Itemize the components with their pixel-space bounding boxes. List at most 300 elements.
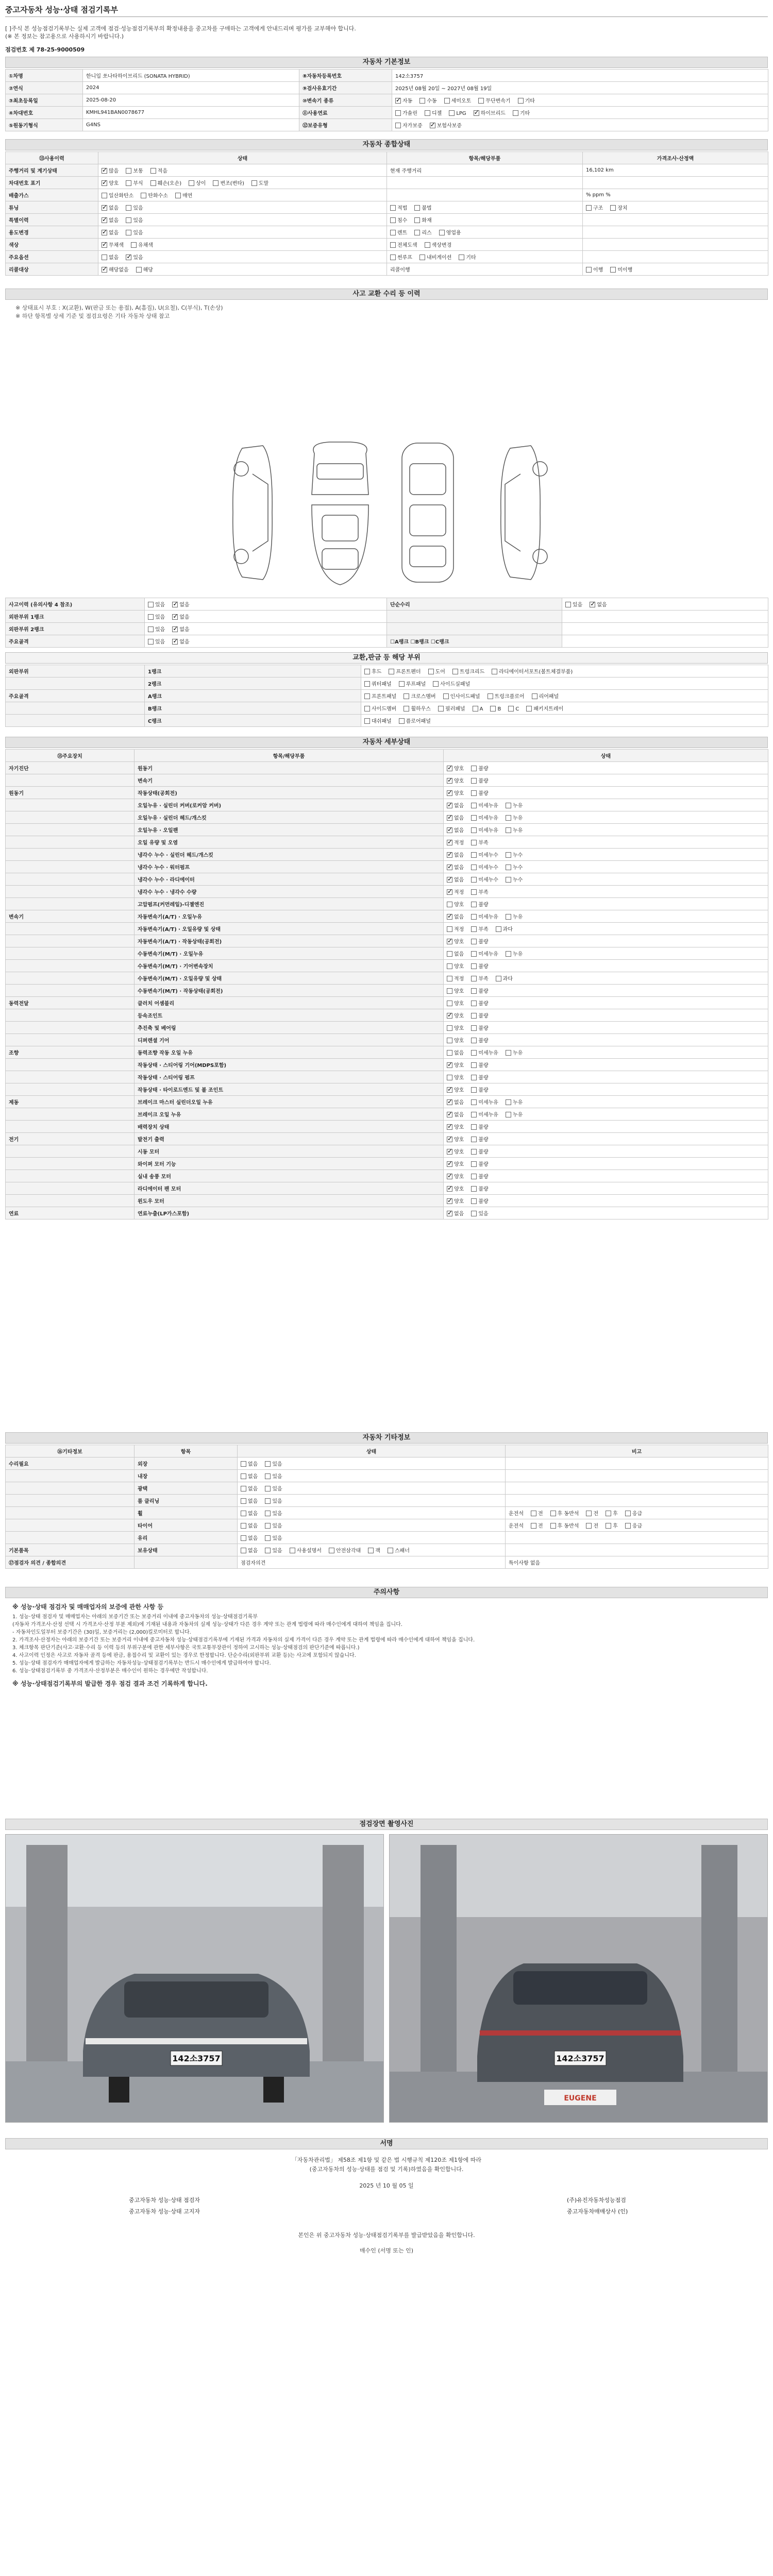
detail-label-cell — [6, 923, 135, 935]
cell-text: 적정 — [454, 927, 464, 933]
cell-text: 있음 — [272, 1486, 282, 1492]
checkbox-unchecked — [388, 1548, 393, 1553]
detail-value-cell — [444, 1182, 768, 1195]
other-label-cell: 외장 — [135, 1458, 238, 1470]
detail-value-cell — [444, 997, 768, 1009]
checkbox-checked — [126, 255, 131, 260]
section-caution-header: 주의사항 — [5, 1587, 768, 1598]
cell-text: 2025년 08월 20일 ~ 2027년 08월 19일 — [395, 86, 492, 92]
detail-label-cell — [6, 1022, 135, 1034]
checkbox-unchecked — [329, 1548, 334, 1553]
cell-text: 운전석 — [509, 1511, 524, 1517]
cell-text: 불량 — [478, 1149, 489, 1155]
other-value-cell — [506, 1544, 768, 1556]
detail-label-cell: 작동상태 · 스티어링 펌프 — [135, 1071, 444, 1083]
checkbox-unchecked — [189, 180, 194, 186]
signature-line-2: (중고자동차의 성능·상태를 점검 및 기록)하였음을 확인합니다. — [309, 2166, 464, 2173]
detail-label-cell: 작동상태 · 스티어링 기어(MDPS포함) — [135, 1059, 444, 1071]
cell-text: 장치 — [617, 206, 628, 211]
checkbox-unchecked — [399, 681, 405, 687]
photo-plate-front: 142소3757 — [172, 2054, 221, 2063]
checkbox-unchecked — [471, 852, 477, 858]
detail-value-cell — [444, 923, 768, 935]
basic-value-cell — [392, 119, 768, 131]
detail-value-cell — [444, 787, 768, 799]
checkbox-checked — [447, 815, 452, 821]
other-row — [6, 1458, 768, 1470]
detail-value-cell — [444, 824, 768, 836]
checkbox-unchecked — [364, 718, 370, 724]
notice-line-2: (※ 본 정보는 참고용으로 사용하시기 바랍니다.) — [5, 33, 124, 40]
checkbox-unchecked — [241, 1461, 246, 1467]
cell-text: 불량 — [478, 1038, 489, 1044]
checkbox-unchecked — [438, 706, 444, 711]
checkbox-checked — [102, 180, 107, 186]
detail-label-cell — [6, 1170, 135, 1182]
detail-label-cell: 전기 — [6, 1133, 135, 1145]
detail-value-cell — [444, 774, 768, 787]
cell-text: 탄화수소 — [148, 193, 168, 199]
cell-text: 미이행 — [617, 267, 633, 273]
general-row — [6, 239, 768, 251]
detail-label-cell: 작동상태(공회전) — [135, 787, 444, 799]
detail-row — [6, 1034, 768, 1046]
cell-text: 전체도색 — [397, 243, 417, 248]
cell-text: 수동 — [427, 98, 437, 104]
other-header-cell: ⑯기타정보 — [6, 1445, 135, 1458]
cell-text: 있음 — [133, 206, 143, 211]
detail-row — [6, 1108, 768, 1121]
accident-row — [6, 623, 768, 635]
checkbox-unchecked — [471, 1137, 477, 1142]
accident-parts-label-cell: B랭크 — [145, 702, 361, 715]
general-value-cell — [98, 164, 387, 177]
detail-label-cell: 작동상태 · 타이로드엔드 및 볼 조인트 — [135, 1083, 444, 1096]
cell-text: 적법 — [397, 206, 408, 211]
other-row — [6, 1495, 768, 1507]
checkbox-unchecked — [102, 193, 107, 198]
checkbox-unchecked — [606, 1523, 611, 1529]
cell-text: 있음 — [272, 1474, 282, 1480]
detail-label-cell: 발전기 출력 — [135, 1133, 444, 1145]
detail-row — [6, 873, 768, 886]
basic-label-cell: ⑩변속기 종류 — [299, 94, 392, 107]
detail-label-cell — [6, 861, 135, 873]
cell-text: 불량 — [478, 1001, 489, 1007]
legend-line-1: ※ 상태표시 부호 : X(교환), W(판금 또는 용접), A(흠집), U(요철), C(부식), T(손상) — [15, 304, 223, 311]
detail-value-cell — [444, 1034, 768, 1046]
cell-text: 없음 — [248, 1536, 258, 1541]
cell-text: 양호 — [454, 1088, 464, 1093]
checkbox-unchecked — [531, 1511, 536, 1516]
general-label-cell: 주행거리 및 계기상태 — [6, 164, 98, 177]
cell-text: 누유 — [512, 1100, 523, 1106]
detail-label-cell — [6, 886, 135, 898]
cell-text: 프론트펜더 — [396, 669, 421, 675]
general-label-cell: 리콜대상 — [6, 263, 98, 276]
cell-text: 없음 — [454, 1211, 464, 1217]
cell-text: 142소3757 — [395, 74, 424, 79]
cell-text: 전 — [593, 1523, 599, 1529]
detail-value-cell — [444, 861, 768, 873]
cell-text: 보통 — [133, 168, 143, 174]
general-row — [6, 189, 768, 201]
checkbox-unchecked — [364, 706, 370, 711]
cell-text: 있음 — [272, 1462, 282, 1467]
detail-label-cell: 수동변속기(M/T) · 오일유량 및 상태 — [135, 972, 444, 985]
checkbox-unchecked — [473, 706, 478, 711]
detail-label-cell: 자기진단 — [6, 762, 135, 774]
cell-text: 없음 — [179, 615, 190, 620]
detail-label-cell: 냉각수 누수 · 라디에이터 — [135, 873, 444, 886]
checkbox-unchecked — [241, 1548, 246, 1553]
cell-text: 양호 — [454, 1063, 464, 1069]
cell-text: 없음 — [454, 865, 464, 871]
general-value-cell — [387, 263, 583, 276]
cell-text: 불량 — [478, 766, 489, 772]
detail-header-cell: ⑮주요장치 — [6, 750, 135, 762]
cell-text: 기타 — [519, 111, 530, 116]
detail-row — [6, 1059, 768, 1071]
detail-value-cell — [444, 811, 768, 824]
checkbox-checked — [172, 602, 178, 607]
cell-text: 스패너 — [394, 1548, 410, 1554]
cell-text: 2025-08-20 — [86, 97, 116, 103]
detail-label-cell — [6, 985, 135, 997]
cell-text: 상이 — [196, 181, 206, 187]
cell-text: 구조 — [593, 206, 603, 211]
cell-text: 양호 — [454, 989, 464, 994]
cell-text: 라디에이터서포트(볼트체결부품) — [499, 669, 573, 675]
detail-label-cell — [6, 972, 135, 985]
cell-text: 없음 — [597, 602, 607, 608]
detail-label-cell: 클러치 어셈블리 — [135, 997, 444, 1009]
general-label-cell: 튜닝 — [6, 201, 98, 214]
cell-text: 리스 — [422, 230, 432, 236]
cell-text: 양호 — [454, 1026, 464, 1031]
checkbox-unchecked — [471, 963, 477, 969]
cell-text: 누수 — [512, 865, 523, 871]
cell-text: 현재 주행거리 — [390, 168, 422, 174]
cell-text: 있음 — [155, 602, 165, 608]
basic-info-table — [5, 69, 768, 131]
checkbox-unchecked — [471, 1025, 477, 1031]
cell-text: 양호 — [454, 1199, 464, 1205]
cell-text: 누수 — [512, 853, 523, 858]
detail-label-cell — [6, 1083, 135, 1096]
basic-label-cell: ⑫보증유형 — [299, 119, 392, 131]
cell-text: 부족 — [478, 976, 489, 982]
checkbox-checked — [172, 639, 178, 645]
cell-text: 영업용 — [446, 230, 461, 236]
general-value-cell — [583, 251, 768, 263]
accident-label-cell: 외판부위 1랭크 — [6, 611, 145, 623]
checkbox-unchecked — [506, 914, 511, 920]
cell-text: 이행 — [593, 267, 603, 273]
cell-text: 있음 — [155, 615, 165, 620]
general-value-cell — [387, 164, 583, 177]
accident-parts-row — [6, 715, 768, 727]
cell-text: 플로어패널 — [406, 719, 431, 724]
checkbox-unchecked — [471, 951, 477, 957]
basic-label-cell: ③최초등록일 — [6, 94, 83, 107]
checkbox-unchecked — [364, 693, 370, 699]
caution-line: 1. 성능·상태 점검자 및 매매업자는 아래의 보증기간 또는 보증거리 이내에 중고자동차의 성능·상태점검기록부 — [12, 1614, 258, 1620]
detail-label-cell — [6, 849, 135, 861]
checkbox-unchecked — [447, 951, 452, 957]
cell-text: 불량 — [478, 791, 489, 796]
cell-text: 필러패널 — [445, 706, 465, 712]
checkbox-unchecked — [241, 1523, 246, 1529]
other-label-cell — [6, 1482, 135, 1495]
caution-line: 3. 체크항목 판단기준(사고·교환·수리 등 이력 등의 부위구분에 관한 세부사항은 국토교통부장관이 정하여 고시하는 성능·상태점검의 판단기준에 따릅니다.) — [12, 1645, 360, 1651]
general-label-cell: 차대번호 표기 — [6, 177, 98, 189]
general-row — [6, 251, 768, 263]
cell-text: 있음 — [133, 218, 143, 224]
cell-text: 불법 — [422, 206, 432, 211]
detail-label-cell — [6, 1195, 135, 1207]
other-label-cell — [6, 1507, 135, 1519]
checkbox-unchecked — [148, 626, 154, 632]
cell-text: A — [479, 706, 483, 712]
detail-row — [6, 935, 768, 947]
general-header-cell: 가격조사·산정액 — [583, 152, 768, 164]
basic-label-cell: ①차명 — [6, 70, 83, 82]
section-detail-header: 자동차 세부상태 — [5, 737, 768, 748]
detail-value-cell — [444, 1046, 768, 1059]
cell-text: 누유 — [512, 1112, 523, 1118]
detail-label-cell — [6, 1158, 135, 1170]
inspection-photo-rear — [389, 1834, 768, 2123]
cell-text: LPG — [456, 111, 466, 116]
other-header-cell: 상태 — [238, 1445, 506, 1458]
basic-label-cell: ②연식 — [6, 82, 83, 94]
cell-text: 양호 — [454, 902, 464, 908]
checkbox-unchecked — [471, 840, 477, 845]
general-row — [6, 214, 768, 226]
cell-text: 있음 — [272, 1499, 282, 1504]
detail-label-cell: 오일누유 · 실린더 헤드/개스킷 — [135, 811, 444, 824]
checkbox-unchecked — [126, 205, 131, 211]
cell-text: 한니입 쏘나타하이브리드 (SONATA HYBRID) — [86, 74, 190, 79]
accident-parts-value-cell — [361, 702, 768, 715]
cell-text: 불량 — [478, 989, 489, 994]
checkbox-unchecked — [265, 1523, 271, 1529]
detail-header-cell: 상태 — [444, 750, 768, 762]
cell-text: 불량 — [478, 902, 489, 908]
caution-footer: ※ 성능·상태점검기록부의 발급한 경우 점검 결과 조건 기록하게 합니다. — [12, 1680, 208, 1687]
cell-text: 없음 — [109, 255, 119, 261]
cell-text: 특이사항 없음 — [509, 1561, 541, 1566]
section-accident-header: 사고 교환 수리 등 이력 — [5, 289, 768, 300]
general-label-cell: 배출가스 — [6, 189, 98, 201]
general-value-cell — [98, 177, 387, 189]
other-label-cell — [6, 1532, 135, 1544]
accident-value-cell — [145, 623, 387, 635]
checkbox-unchecked — [471, 1112, 477, 1117]
cell-text: 부족 — [478, 840, 489, 846]
cell-text: 없음 — [454, 952, 464, 957]
checkbox-unchecked — [433, 681, 439, 687]
cell-text: 트렁크리드 — [459, 669, 485, 675]
other-row — [6, 1532, 768, 1544]
accident-legend — [15, 304, 223, 320]
cell-text: 많음 — [109, 168, 119, 174]
checkbox-checked — [447, 803, 452, 808]
checkbox-checked — [102, 217, 107, 223]
detail-row — [6, 811, 768, 824]
cell-text: 도어 — [435, 669, 445, 675]
checkbox-unchecked — [471, 1211, 477, 1216]
detail-label-cell: 자동변속기(A/T) · 작동상태(공회전) — [135, 935, 444, 947]
checkbox-unchecked — [150, 168, 156, 174]
cell-text: 미세누유 — [478, 1112, 498, 1118]
checkbox-checked — [447, 852, 452, 858]
checkbox-unchecked — [471, 790, 477, 796]
checkbox-checked — [447, 1099, 452, 1105]
caution-line: (자동차 가격조사·산정 선택 시 가격조사·산정 부분 제외)에 기재된 내용과 자동차의 실제 성능·상태가 다른 경우 계약 또는 관계 법령에 따라 매수인에게 대하여 책임을 집니다. — [12, 1622, 402, 1628]
checkbox-unchecked — [414, 205, 420, 211]
detail-label-cell: 원동기 — [6, 787, 135, 799]
checkbox-unchecked — [471, 1099, 477, 1105]
cell-text: 있음 — [573, 602, 583, 608]
cell-text: 매연 — [182, 193, 193, 199]
checkbox-unchecked — [251, 180, 257, 186]
other-header-row — [6, 1445, 768, 1458]
checkbox-unchecked — [532, 693, 537, 699]
checkbox-unchecked — [513, 110, 518, 116]
detail-value-cell — [444, 762, 768, 774]
detail-row — [6, 1207, 768, 1219]
accident-label-cell — [387, 623, 562, 635]
accident-label-cell: 단순수리 — [387, 598, 562, 611]
checkbox-unchecked — [265, 1548, 271, 1553]
checkbox-checked — [447, 1198, 452, 1204]
cell-text: G4NS — [86, 122, 100, 128]
cell-text: 리어패널 — [539, 694, 559, 700]
detail-label-cell: 냉각수 누수 · 실린더 헤드/개스킷 — [135, 849, 444, 861]
basic-label-cell: ⑧자동차등록번호 — [299, 70, 392, 82]
detail-row — [6, 1083, 768, 1096]
cell-text: 미세누유 — [478, 914, 498, 920]
checkbox-unchecked — [399, 718, 405, 724]
receipt-statement: 본인은 위 중고자동차 성능·상태점검기록부를 발급받았음을 확인합니다. — [298, 2232, 475, 2239]
accident-parts-row — [6, 702, 768, 715]
checkbox-unchecked — [414, 230, 420, 235]
detail-value-cell — [444, 947, 768, 960]
inspector-value: (주)유진자동차성능점검 — [567, 2197, 626, 2204]
other-value-cell — [238, 1507, 506, 1519]
checkbox-unchecked — [102, 255, 107, 260]
checkbox-unchecked — [490, 706, 496, 711]
basic-value-cell — [392, 82, 768, 94]
checkbox-unchecked — [471, 1124, 477, 1130]
general-row — [6, 164, 768, 177]
basic-value-cell — [83, 70, 299, 82]
seller-value: 중고자동차매매상사 (인) — [567, 2208, 628, 2215]
general-value-cell — [387, 177, 583, 189]
general-value-cell — [387, 189, 583, 201]
checkbox-unchecked — [586, 205, 592, 211]
other-label-cell: 유리 — [135, 1532, 238, 1544]
detail-label-cell — [6, 824, 135, 836]
detail-label-cell: 추진축 및 베어링 — [135, 1022, 444, 1034]
checkbox-unchecked — [586, 267, 592, 273]
checkbox-unchecked — [428, 669, 434, 674]
cell-text: 양호 — [454, 1137, 464, 1143]
checkbox-unchecked — [471, 1062, 477, 1068]
general-label-cell: 색상 — [6, 239, 98, 251]
cell-text: 사용설명서 — [296, 1548, 322, 1554]
general-row — [6, 263, 768, 276]
cell-text: 없음 — [454, 816, 464, 821]
cell-text: 기타 — [525, 98, 535, 104]
checkbox-unchecked — [506, 827, 511, 833]
checkbox-unchecked — [449, 110, 455, 116]
cell-text: 누유 — [512, 1050, 523, 1056]
accident-value-cell — [145, 635, 387, 648]
general-value-cell — [583, 214, 768, 226]
checkbox-unchecked — [425, 110, 430, 116]
general-value-cell — [583, 201, 768, 214]
basic-value-cell — [392, 70, 768, 82]
checkbox-unchecked — [390, 255, 396, 260]
cell-text: 응급 — [632, 1523, 643, 1529]
cell-text: 누유 — [512, 816, 523, 821]
cell-text: 불량 — [478, 1187, 489, 1192]
checkbox-checked — [447, 840, 452, 845]
cell-text: 보험사보증 — [436, 123, 462, 129]
cell-text: 무채색 — [109, 243, 124, 248]
checkbox-unchecked — [395, 123, 401, 128]
other-value-cell — [506, 1470, 768, 1482]
detail-row — [6, 910, 768, 923]
checkbox-unchecked — [506, 815, 511, 821]
detail-label-cell — [6, 1071, 135, 1083]
detail-row — [6, 960, 768, 972]
section-basic-header: 자동차 기본정보 — [5, 57, 768, 68]
cell-text: 침수 — [397, 218, 408, 224]
checkbox-checked — [447, 877, 452, 883]
detail-value-cell — [444, 1170, 768, 1182]
detail-label-cell — [6, 1182, 135, 1195]
other-value-cell — [506, 1556, 768, 1569]
checkbox-unchecked — [414, 217, 420, 223]
detail-label-cell: 브레이크 오일 누유 — [135, 1108, 444, 1121]
checkbox-unchecked — [471, 827, 477, 833]
general-row — [6, 201, 768, 214]
general-header-cell: 항목/해당부품 — [387, 152, 583, 164]
other-row — [6, 1470, 768, 1482]
photo-sign-rear: EUGENE — [564, 2094, 597, 2103]
cell-text: 미세누수 — [478, 865, 498, 871]
other-label-cell — [6, 1470, 135, 1482]
detail-label-cell: 동력조향 작동 오일 누유 — [135, 1046, 444, 1059]
document-title: 중고자동차 성능·상태 점검기록부 — [5, 5, 119, 14]
checkbox-unchecked — [390, 242, 396, 248]
checkbox-unchecked — [390, 230, 396, 235]
detail-value-cell — [444, 985, 768, 997]
diagram-front — [312, 442, 368, 495]
cell-text: 없음 — [109, 218, 119, 224]
cell-text: 누유 — [512, 952, 523, 957]
detail-label-cell: 동력전달 — [6, 997, 135, 1009]
general-header-row — [6, 152, 768, 164]
detail-row — [6, 898, 768, 910]
cell-text: 양호 — [454, 1187, 464, 1192]
cell-text: 있음 — [155, 639, 165, 645]
section-signature-header: 서명 — [5, 2138, 768, 2149]
